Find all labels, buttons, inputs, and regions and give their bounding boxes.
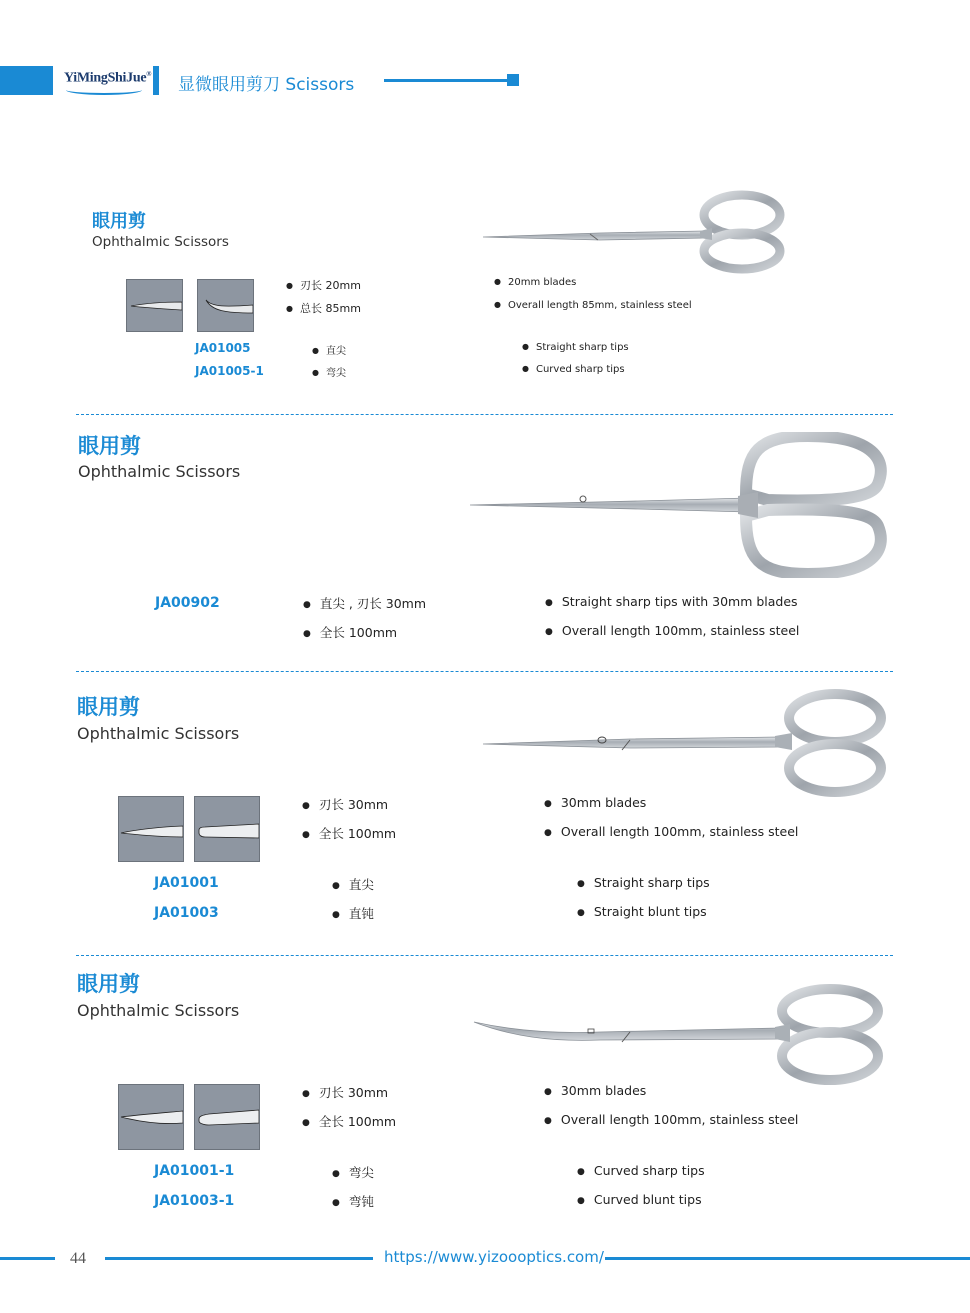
spec-en: ● Straight sharp tips with 30mm blades — [545, 594, 798, 609]
scissors-image — [470, 982, 890, 1086]
tip-zh: ● 直尖 — [332, 875, 374, 893]
header-rule-end — [507, 74, 519, 86]
spec-zh: ● 刃长 20mm — [286, 277, 361, 293]
tip-en: ● Curved sharp tips — [577, 1163, 705, 1178]
header-rule — [384, 79, 508, 82]
spec-zh: ● 刃长 30mm — [302, 1083, 388, 1101]
tip-en: ● Straight blunt tips — [577, 904, 707, 919]
section-1-title-zh: 眼用剪 — [92, 211, 146, 232]
section-3-title-zh: 眼用剪 — [77, 695, 140, 719]
product-code: JA01003 — [154, 905, 219, 921]
page-number: 44 — [70, 1250, 86, 1267]
tip-thumbnail-straight — [126, 279, 183, 332]
section-4-title-zh: 眼用剪 — [77, 972, 140, 996]
section-2-title-zh: 眼用剪 — [78, 434, 141, 458]
tip-thumbnail-curved-sharp — [118, 1084, 184, 1150]
tip-zh: ● 直钝 — [332, 904, 374, 922]
section-2-title-en: Ophthalmic Scissors — [78, 462, 241, 481]
tip-thumbnail-straight-blunt — [194, 796, 260, 862]
tip-thumbnail-curved-blunt — [194, 1084, 260, 1150]
tip-en: ● Straight sharp tips — [577, 875, 710, 890]
product-code: JA01005 — [195, 341, 251, 355]
tip-thumbnail-curved — [197, 279, 254, 332]
spec-en: ● Overall length 100mm, stainless steel — [544, 824, 798, 839]
page-title: 显微眼用剪刀 Scissors — [178, 75, 355, 95]
section-divider — [76, 955, 893, 956]
logo-swoosh-icon — [66, 85, 142, 95]
spec-zh: ● 全长 100mm — [302, 1112, 396, 1130]
spec-en: ● Overall length 85mm, stainless steel — [494, 300, 692, 311]
spec-zh: ● 直尖 , 刃长 30mm — [303, 594, 426, 612]
tip-en: ● Curved sharp tips — [522, 364, 625, 375]
footer-rule-right — [605, 1257, 970, 1260]
tip-zh: ● 弯尖 — [312, 364, 346, 379]
scissors-image — [480, 188, 790, 278]
scissors-image — [468, 432, 888, 578]
footer-rule-middle — [105, 1257, 373, 1260]
brand-logo: YiMingShiJue® — [64, 70, 152, 86]
spec-en: ● 20mm blades — [494, 277, 576, 288]
scissors-image — [480, 686, 890, 800]
section-3-title-en: Ophthalmic Scissors — [77, 724, 240, 743]
section-1-title-en: Ophthalmic Scissors — [92, 234, 229, 250]
product-code: JA01003-1 — [154, 1193, 235, 1209]
section-4-title-en: Ophthalmic Scissors — [77, 1001, 240, 1020]
tip-en: ● Straight sharp tips — [522, 342, 629, 353]
product-code: JA01001-1 — [154, 1163, 235, 1179]
tip-en: ● Curved blunt tips — [577, 1192, 702, 1207]
spec-en: ● Overall length 100mm, stainless steel — [544, 1112, 798, 1127]
section-divider — [76, 671, 893, 672]
footer-rule-left — [0, 1257, 55, 1260]
spec-zh: ● 刃长 30mm — [302, 795, 388, 813]
spec-zh: ● 总长 85mm — [286, 300, 361, 316]
tip-zh: ● 直尖 — [312, 342, 346, 357]
spec-en: ● Overall length 100mm, stainless steel — [545, 623, 799, 638]
product-code: JA00902 — [155, 595, 220, 611]
tip-thumbnail-straight-sharp — [118, 796, 184, 862]
header-accent-bar — [0, 66, 53, 95]
section-divider — [76, 414, 893, 415]
spec-en: ● 30mm blades — [544, 1083, 646, 1098]
website-link[interactable]: https://www.yizoooptics.com/ — [384, 1248, 604, 1266]
spec-zh: ● 全长 100mm — [302, 824, 396, 842]
header-separator — [153, 66, 159, 95]
spec-en: ● 30mm blades — [544, 795, 646, 810]
tip-zh: ● 弯尖 — [332, 1163, 374, 1181]
product-code: JA01001 — [154, 875, 219, 891]
product-code: JA01005-1 — [195, 364, 264, 378]
spec-zh: ● 全长 100mm — [303, 623, 397, 641]
tip-zh: ● 弯钝 — [332, 1192, 374, 1210]
